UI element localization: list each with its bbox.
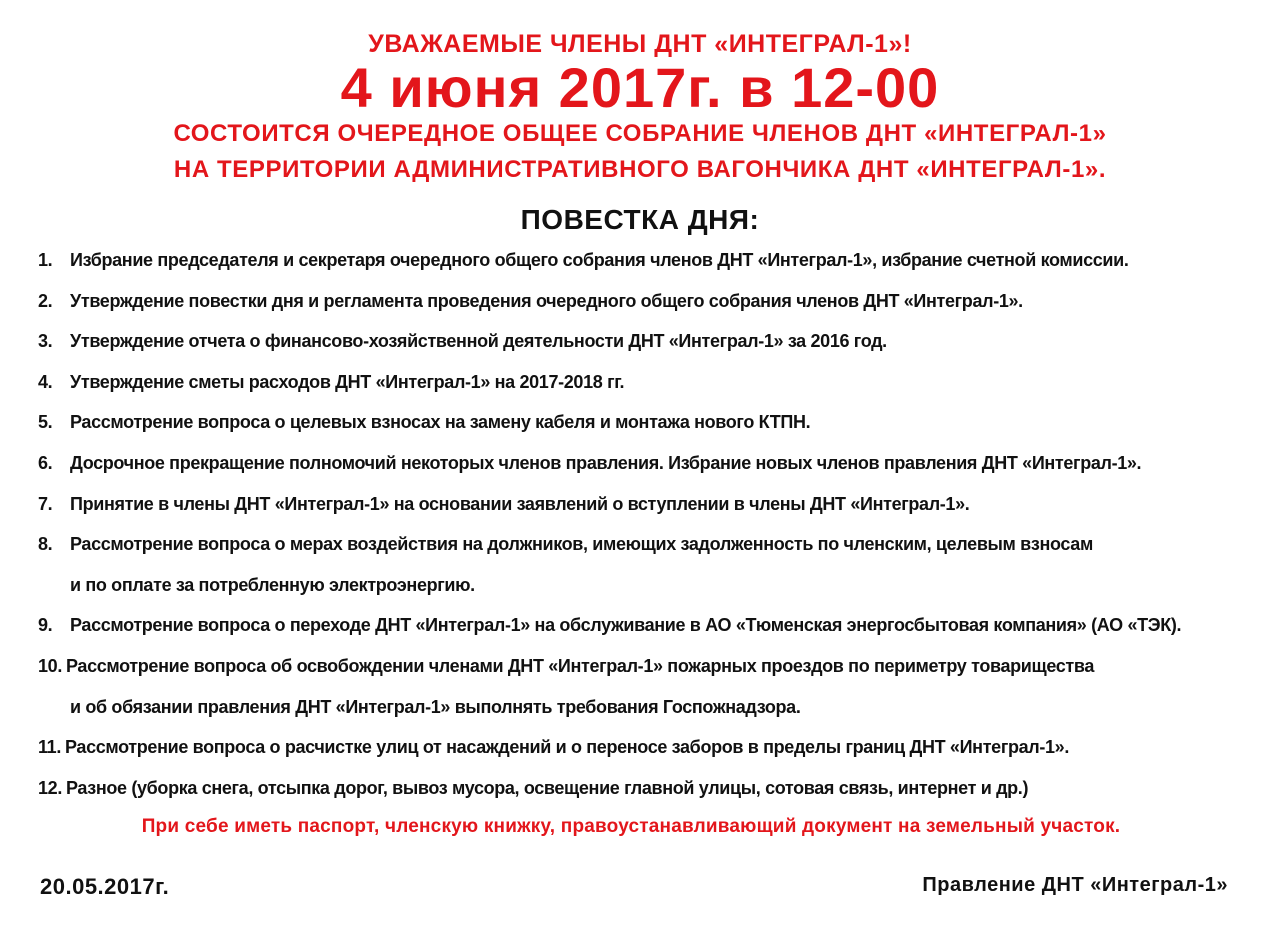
agenda-item bbox=[38, 524, 1268, 605]
agenda-item-text: Принятие в члены ДНТ «Интеграл-1» на основании заявлений о вступлении в члены ДНТ «Интеграл-1». bbox=[70, 493, 970, 514]
agenda-item-number: 2. bbox=[38, 290, 53, 311]
documents-reminder: При себе иметь паспорт, членскую книжку, правоустанавливающий документ на земельный участок. bbox=[141, 816, 1121, 837]
agenda-item-number: 3. bbox=[38, 331, 53, 352]
agenda-item bbox=[38, 362, 1268, 403]
agenda-title: ПОВЕСТКА ДНЯ: bbox=[520, 204, 760, 235]
agenda-item-continuation: и об обязании правления ДНТ «Интеграл-1» выполнять требования Госпожнадзора. bbox=[70, 696, 801, 717]
agenda-item-continuation: и по оплате за потребленную электроэнергию. bbox=[70, 574, 475, 595]
agenda-item bbox=[38, 281, 1268, 322]
agenda-item-number: 8. bbox=[38, 534, 53, 555]
agenda-item-text: Рассмотрение вопроса о целевых взносах на замену кабеля и монтажа нового КТПН. bbox=[70, 412, 811, 433]
agenda-item-text: Рассмотрение вопроса о переходе ДНТ «Интеграл-1» на обслуживание в АО «Тюменская энергосбытовая компания» (АО «ТЭК). bbox=[70, 615, 1182, 636]
agenda-item-number: 7. bbox=[38, 493, 53, 514]
meeting-announcement-line-2: НА ТЕРРИТОРИИ АДМИНИСТРАТИВНОГО ВАГОНЧИКА ДНТ «ИНТЕГРАЛ-1». bbox=[173, 156, 1107, 183]
agenda-item bbox=[38, 321, 1268, 362]
agenda-item-number: 10. bbox=[38, 655, 62, 676]
agenda-item bbox=[38, 727, 1268, 768]
agenda-item-text: Рассмотрение вопроса об освобождении членами ДНТ «Интеграл-1» пожарных проездов по периметру товарищества bbox=[65, 655, 1095, 676]
agenda-item-number: 6. bbox=[38, 452, 53, 473]
agenda-item-number: 11. bbox=[38, 737, 61, 758]
agenda-item bbox=[38, 605, 1268, 646]
agenda-item-text: Рассмотрение вопроса о расчистке улиц от насаждений и о переносе заборов в пределы границ ДНТ «Интеграл-1». bbox=[64, 737, 1069, 758]
agenda-item-number: 1. bbox=[38, 250, 53, 270]
greeting-heading: УВАЖАЕМЫЕ ЧЛЕНЫ ДНТ «ИНТЕГРАЛ-1»! bbox=[368, 30, 912, 58]
agenda-item bbox=[38, 402, 1268, 443]
agenda-list bbox=[38, 240, 1268, 808]
agenda-item-text: Рассмотрение вопроса о мерах воздействия на должников, имеющих задолженность по членским, целевым взносам bbox=[70, 534, 1093, 555]
meeting-date-time: 4 июня 2017г. в 12-00 bbox=[340, 56, 940, 119]
agenda-item-number: 9. bbox=[38, 615, 53, 636]
agenda-item-text: Утверждение повестки дня и регламента проведения очередного общего собрания членов ДНТ «Интеграл-1». bbox=[70, 290, 1023, 311]
agenda-item-number: 4. bbox=[38, 371, 53, 392]
meeting-announcement-line-1: СОСТОИТСЯ ОЧЕРЕДНОЕ ОБЩЕЕ СОБРАНИЕ ЧЛЕНОВ ДНТ «ИНТЕГРАЛ-1» bbox=[173, 120, 1107, 147]
agenda-item bbox=[38, 768, 1268, 809]
agenda-item-text: Избрание председателя и секретаря очередного общего собрания членов ДНТ «Интеграл-1», избрание счетной комиссии. bbox=[70, 250, 1129, 270]
agenda-item-number: 5. bbox=[38, 412, 53, 433]
agenda-item bbox=[38, 240, 1268, 281]
notice-date: 20.05.2017г. bbox=[40, 874, 170, 899]
agenda-item-text: Разное (уборка снега, отсыпка дорог, вывоз мусора, освещение главной улицы, сотовая связь, интернет и др.) bbox=[65, 777, 1029, 798]
agenda-item-text: Утверждение отчета о финансово-хозяйственной деятельности ДНТ «Интеграл-1» за 2016 год. bbox=[70, 331, 887, 352]
agenda-item-text: Досрочное прекращение полномочий некоторых членов правления. Избрание новых членов правления ДНТ «Интеграл-1». bbox=[70, 452, 1142, 473]
agenda-item bbox=[38, 646, 1268, 727]
board-signature: Правление ДНТ «Интеграл-1» bbox=[922, 874, 1228, 896]
agenda-item-text: Утверждение сметы расходов ДНТ «Интеграл-1» на 2017-2018 гг. bbox=[70, 371, 625, 392]
agenda-item bbox=[38, 484, 1268, 525]
agenda-item bbox=[38, 443, 1268, 484]
agenda-item-number: 12. bbox=[38, 777, 62, 798]
